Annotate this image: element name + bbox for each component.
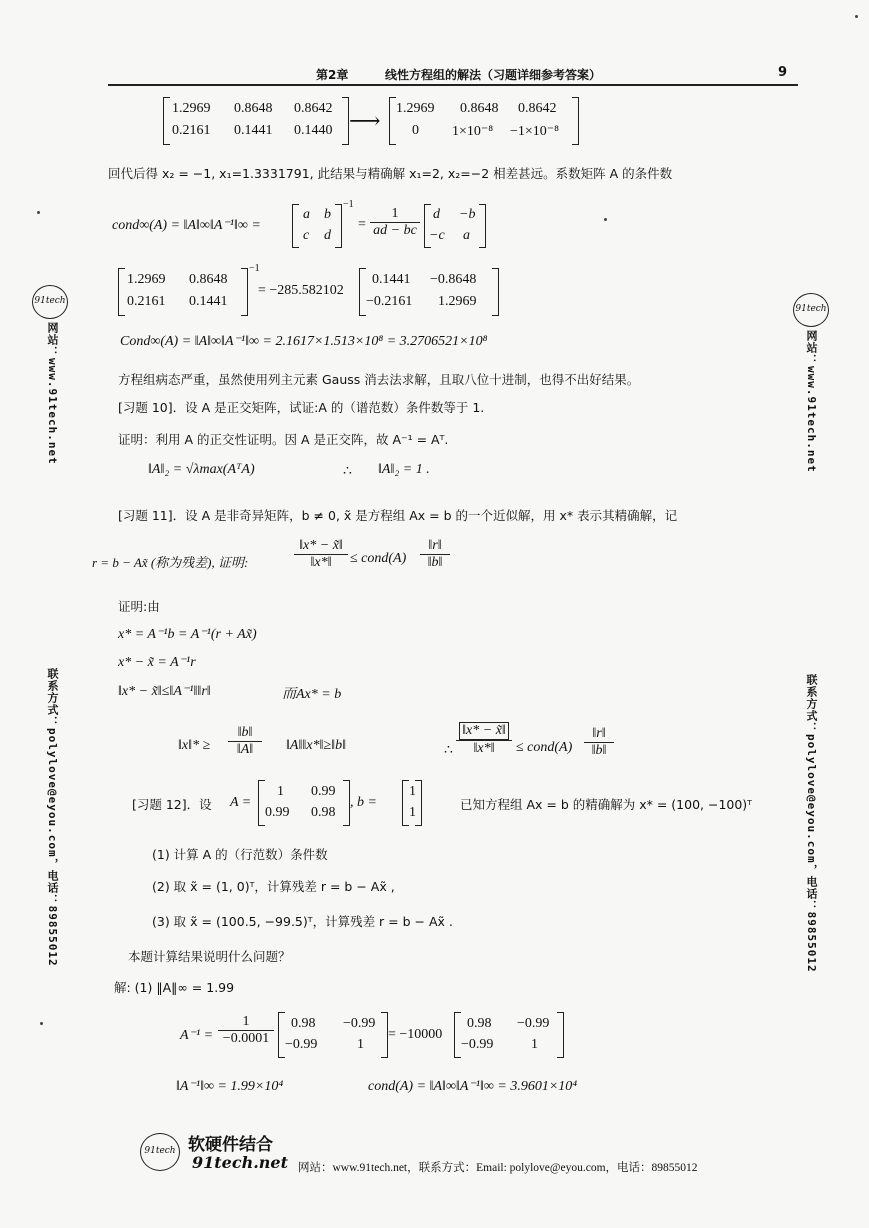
matrix-cell: −c — [429, 228, 445, 243]
matrix-cell: 1.2969 — [172, 101, 211, 116]
matrix-cell: −0.99 — [285, 1037, 318, 1052]
fraction-denominator: −0.0001 — [218, 1030, 274, 1047]
matrix-cell: 0.8642 — [294, 101, 333, 116]
matrix-cell: −0.99 — [461, 1037, 494, 1052]
vector-b — [402, 780, 422, 826]
therefore-symbol: ∴ — [343, 464, 352, 479]
ex10-eq1: ‖A‖₂ = √λmax(AᵀA) — [148, 462, 255, 477]
ex11-fraction-right — [420, 538, 450, 571]
ex12-q4: 本题计算结果说明什么问题？ — [128, 949, 291, 964]
matrix-right — [389, 97, 579, 145]
matrix-cell: a — [303, 207, 310, 222]
matrix-cell: 0.1441 — [234, 123, 273, 138]
scan-speck — [855, 15, 858, 18]
inverse-exponent: −1 — [343, 199, 354, 210]
ex12-A-lhs: A = — [230, 795, 252, 810]
ex11-final-fraction-left — [456, 722, 512, 757]
inverse-coefficient: = −285.582102 — [258, 283, 344, 298]
scan-speck — [604, 218, 607, 221]
matrix-Ainv-1 — [278, 1012, 388, 1058]
matrix-cell: 1 — [531, 1037, 538, 1052]
ill-conditioned-text: 方程组病态严重，虽然使用列主元素 Gauss 消去法求解，且取八位十进制，也得不出好结果。 — [118, 372, 640, 387]
back-sub-text: 回代后得 x₂ = −1, x₁=1.3331791, 此结果与精确解 x₁=2, x₂=−2 相差甚远。系数矩阵 A 的条件数 — [108, 166, 673, 181]
ex12-coef: = −10000 — [388, 1027, 443, 1042]
ex11-l4a: ‖x‖* ≥ — [178, 738, 211, 753]
chapter-label: 第2章 — [316, 68, 349, 82]
matrix-cell: −0.99 — [517, 1016, 550, 1031]
ex11-line3b: 而Ax* = b — [282, 687, 342, 702]
matrix-cell: 0.98 — [291, 1016, 316, 1031]
left-side-url: 网站：www.91tech.net — [46, 322, 59, 465]
ex11-fraction-b-over-A — [228, 725, 262, 758]
fraction-numerator: ‖r‖ — [592, 726, 606, 741]
matrix-cell: 1×10⁻⁸ — [452, 124, 494, 139]
ex11-line1: x* = A⁻¹b = A⁻¹(r + Ax̃) — [118, 627, 257, 642]
right-logo: 91tech — [793, 293, 829, 327]
matrix-cell: −0.8648 — [430, 272, 477, 287]
ex11-final-cond: ≤ cond(A) — [516, 740, 573, 755]
ex12-title: [习题 12]．设 — [132, 797, 212, 812]
matrix-cell: 0.8648 — [189, 272, 228, 287]
fraction-denominator: ad − bc — [370, 222, 420, 239]
ex11-title: [习题 11]．设 A 是非奇异矩阵，b ≠ 0, x̃ 是方程组 Ax = b 的一个近似解，用 x* 表示其精确解，记 — [118, 508, 678, 523]
ex11-proof-label: 证明:由 — [118, 599, 160, 614]
inverse-exponent: −1 — [249, 263, 260, 274]
matrix-cell: 1 — [409, 805, 416, 820]
matrix-cell: 0 — [412, 123, 419, 138]
matrix-cell: 0.1440 — [294, 123, 333, 138]
matrix-cell: d — [324, 228, 331, 243]
right-side-contact: 联系方式：polylove@eyou.com，电话：89855012 — [805, 674, 818, 973]
matrix-cell: 0.2161 — [172, 123, 211, 138]
matrix-cell: 1 — [277, 784, 284, 799]
matrix-cell: 1.2969 — [438, 294, 477, 309]
fraction-numerator: ‖b‖ — [237, 725, 253, 740]
matrix-cell: 0.99 — [311, 784, 336, 799]
footer-logo-tagline: 软硬件结合 — [188, 1135, 273, 1155]
scan-speck — [40, 1022, 43, 1025]
matrix-cell: 0.8648 — [234, 101, 273, 116]
ex11-fraction-left — [294, 538, 348, 571]
left-side-contact: 联系方式：polylove@eyou.com，电话：89855012 — [46, 668, 59, 967]
ex12-fraction — [218, 1014, 274, 1047]
matrix-cell: 0.98 — [311, 805, 336, 820]
matrix-inverse-adj — [359, 268, 499, 316]
ex10-title: [习题 10]．设 A 是正交矩阵，试证:A 的（谱范数）条件数等于 1. — [118, 400, 485, 415]
ex12-b-lhs: , b = — [350, 795, 377, 810]
ex12-cond: cond(A) = ‖A‖∞‖A⁻¹‖∞ = 3.9601×10⁴ — [368, 1079, 578, 1094]
matrix-cell: 0.99 — [265, 805, 290, 820]
arrow-right-icon: ⟶ — [349, 109, 381, 134]
fraction-denominator: ‖x*‖ — [294, 554, 348, 571]
ex12-Ainv-lhs: A⁻¹ = — [180, 1028, 214, 1043]
matrix-cell: −b — [459, 207, 476, 222]
ex11-l4b: ‖A‖‖x*‖≥‖b‖ — [286, 738, 347, 753]
matrix-cell: 1 — [409, 784, 416, 799]
fraction-numerator: ‖x* − x̃‖ — [299, 538, 343, 553]
therefore-symbol: ∴ — [444, 743, 453, 758]
matrix-cell: 1.2969 — [396, 101, 435, 116]
ex12-q3: (3) 取 x̃ = (100.5, −99.5)ᵀ，计算残差 r = b − Ax̃ . — [152, 914, 453, 929]
ex12-solution: 解: (1) ‖A‖∞ = 1.99 — [114, 980, 235, 995]
matrix-cell: −1×10⁻⁸ — [510, 124, 560, 139]
matrix-abcd — [292, 204, 342, 248]
matrix-cell: 1.2969 — [127, 272, 166, 287]
header-rule — [108, 84, 798, 86]
matrix-cell: 0.98 — [467, 1016, 492, 1031]
ex11-final-fraction-right — [584, 726, 614, 759]
matrix-cell: −0.99 — [343, 1016, 376, 1031]
matrix-cell: 1 — [357, 1037, 364, 1052]
matrix-Ainv-2 — [454, 1012, 564, 1058]
ex12-q1: (1) 计算 A 的（行范数）条件数 — [152, 847, 328, 862]
ex10-proof: 证明：利用 A 的正交性证明。因 A 是正交阵，故 A⁻¹ = Aᵀ. — [118, 432, 449, 447]
ex10-eq2: ‖A‖₂ = 1 . — [378, 462, 430, 477]
matrix-left — [163, 97, 349, 145]
matrix-adjugate — [424, 204, 486, 248]
right-side-url: 网站：www.91tech.net — [805, 330, 818, 473]
ex11-r-def: r = b − Ax̃ (称为残差), 证明: — [92, 555, 249, 570]
matrix-A — [258, 780, 350, 826]
scan-speck — [37, 211, 40, 214]
fraction-1-over-det — [370, 206, 420, 239]
matrix-A-numeric — [118, 268, 248, 316]
matrix-cell: a — [463, 228, 470, 243]
fraction-denominator: ‖A‖ — [228, 741, 262, 758]
matrix-cell: 0.1441 — [372, 272, 411, 287]
fraction-denominator: ‖x*‖ — [456, 740, 512, 757]
matrix-cell: c — [303, 228, 310, 243]
matrix-cell: 0.1441 — [189, 294, 228, 309]
matrix-cell: 0.8648 — [460, 101, 499, 116]
fraction-numerator: 1 — [391, 206, 399, 221]
matrix-cell: d — [433, 207, 440, 222]
ex12-q2: (2) 取 x̃ = (1, 0)ᵀ，计算残差 r = b − Ax̃ , — [152, 879, 395, 894]
page-number: 9 — [778, 65, 788, 80]
footer-logo-site: 91tech.net — [192, 1153, 288, 1172]
equals-sign: = — [358, 217, 366, 232]
matrix-cell: 0.8642 — [518, 101, 557, 116]
footer-contact: 网站：www.91tech.net，联系方式：Email: polylove@eyou.com，电话：89855012 — [298, 1162, 698, 1174]
matrix-cell: 0.2161 — [127, 294, 166, 309]
matrix-cell: −0.2161 — [366, 294, 413, 309]
fraction-numerator: 1 — [242, 1014, 250, 1029]
fraction-denominator: ‖b‖ — [584, 742, 614, 759]
ex12-norm-inv: ‖A⁻¹‖∞ = 1.99×10⁴ — [176, 1079, 284, 1094]
fraction-numerator: ‖r‖ — [428, 538, 442, 553]
ex12-exact-solution: 已知方程组 Ax = b 的精确解为 x* = (100, −100)ᵀ — [460, 797, 752, 812]
fraction-numerator: ‖x* − x̃‖ — [459, 722, 509, 740]
ex11-line2: x* − x̃ = A⁻¹r — [118, 655, 196, 670]
cond-value: Cond∞(A) = ‖A‖∞‖A⁻¹‖∞ = 2.1617×1.513×10⁸ = 3.2706521×10⁸ — [120, 334, 488, 349]
fraction-denominator: ‖b‖ — [420, 554, 450, 571]
cond-def-lhs: cond∞(A) = ‖A‖∞‖A⁻¹‖∞ = — [112, 218, 261, 233]
footer-logo: 91tech — [140, 1133, 180, 1171]
chapter-title: 线性方程组的解法（习题详细参考答案） — [385, 68, 602, 82]
left-logo: 91tech — [32, 285, 68, 319]
ex11-cond: ≤ cond(A) — [350, 551, 407, 566]
matrix-cell: b — [324, 207, 331, 222]
ex11-line3: ‖x* − x̃‖≤‖A⁻¹‖‖r‖ — [118, 684, 211, 699]
